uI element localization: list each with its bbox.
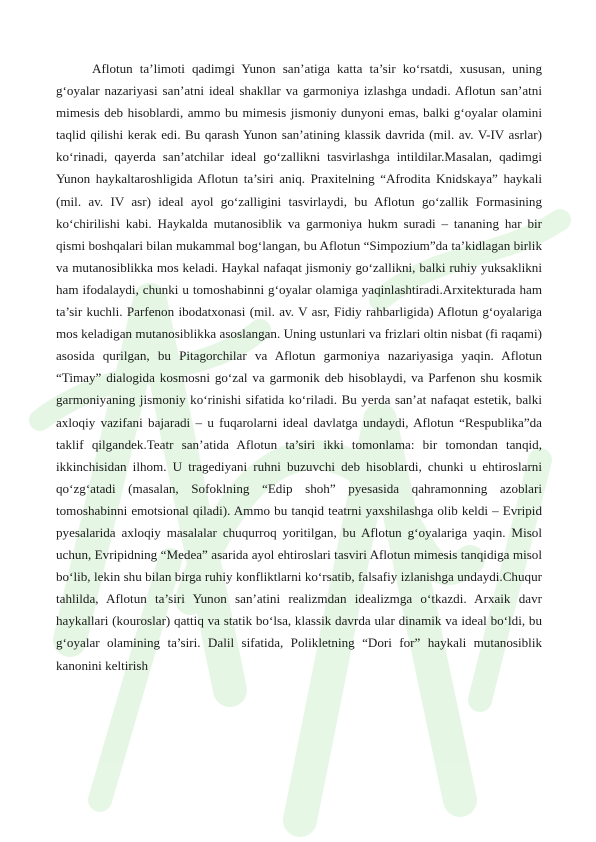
body-paragraph: Aflotun ta’limoti qadimgi Yunon san’atiga katta ta’sir ko‘rsatdi, xususan, uning g‘oyalar nazariyasi san’atni ideal shakllar va garmoniya izlashga undadi. Aflotun san’atni mimesis deb hisoblardi, ammo bu mimesis jismoniy dunyoni emas, balki g‘oyalar olamini taqlid qilishi kerak edi. Bu qarash Yunon san’atining klassik davrida (mil. av. V-IV asrlar) ko‘rinadi, qayerda san’atchilar ideal go‘zallikni tasvirlashga intildilar.Masalan, qadimgi Yunon haykaltaroshligida Aflotun ta’siri aniq. Praxitelning “Afrodita Knidskaya” haykali (mil. av. IV asr) ideal ayol go‘zalligini tasvirlaydi, bu Aflotun go‘zallik Formasining ko‘chirilishi kabi. Haykalda mutanosiblik va garmoniya hukm suradi – tananing har bir qismi boshqalari bilan mukammal bog‘langan, bu Aflotun “Simpozium”da ta’kidlagan birlik va mutanosiblikka mos keladi. Haykal nafaqat jismoniy go‘zallikni, balki ruhiy yuksaklikni ham ifodalaydi, chunki u tomoshabinni g‘oyalar olamiga yaqinlashtiradi.Arxitekturada ham ta’sir kuchli. Parfenon ibodatxonasi (mil. av. V asr, Fidiy rahbarligida) Aflotun g‘oyalariga mos keladigan mutanosiblikka asoslangan. Uning ustunlari va frizlari oltin nisbat (fi raqami) asosida qurilgan, bu Pitagorchilar va Aflotun garmoniya nazariyasiga yaqin. Aflotun “Timay” dialogida kosmosni go‘zal va garmonik deb hisoblaydi, va Parfenon shu kosmik garmoniyaning jismoniy ko‘rinishi sifatida ko‘riladi. Bu yerda san’at nafaqat estetik, balki axloqiy vazifani bajaradi – u fuqarolarni ideal davlatga undaydi, Aflotun “Respublika”da taklif qilgandek.Teatr san’atida Aflotun ta’siri ikki tomonlama: bir tomondan tanqid, ikkinchisidan ilhom. U tragediyani ruhni buzuvchi deb hisoblardi, chunki u ehtiroslarni qo‘zg‘atadi (masalan, Sofoklning “Edip shoh” pyesasida qahramonning azoblari tomoshabinni emotsional qiladi). Ammo bu tanqid teatrni yaxshilashga olib keldi – Evripid pyesalarida axloqiy masalalar chuqurroq yoritilgan, bu Aflotun g‘oyalariga yaqin. Misol uchun, Evripidning “Medea” asarida ayol ehtiroslari tasviri Aflotun mimesis tanqidiga misol bo‘lib, lekin shu bilan birga ruhiy konfliktlarni ko‘rsatib, falsafiy izlanishga undaydi.Chuqur tahlilda, Aflotun ta’siri Yunon san’atini realizmdan idealizmga o‘tkazdi. Arxaik davr haykallari (kouroslar) qattiq va statik bo‘lsa, klassik davrda ular dinamik va ideal bo‘ldi, bu g‘oyalar olamining ta’siri. Dalil sifatida, Polikletning “Dori for” haykali mutanosiblik kanonini keltirish bbox=[56, 61, 542, 673]
